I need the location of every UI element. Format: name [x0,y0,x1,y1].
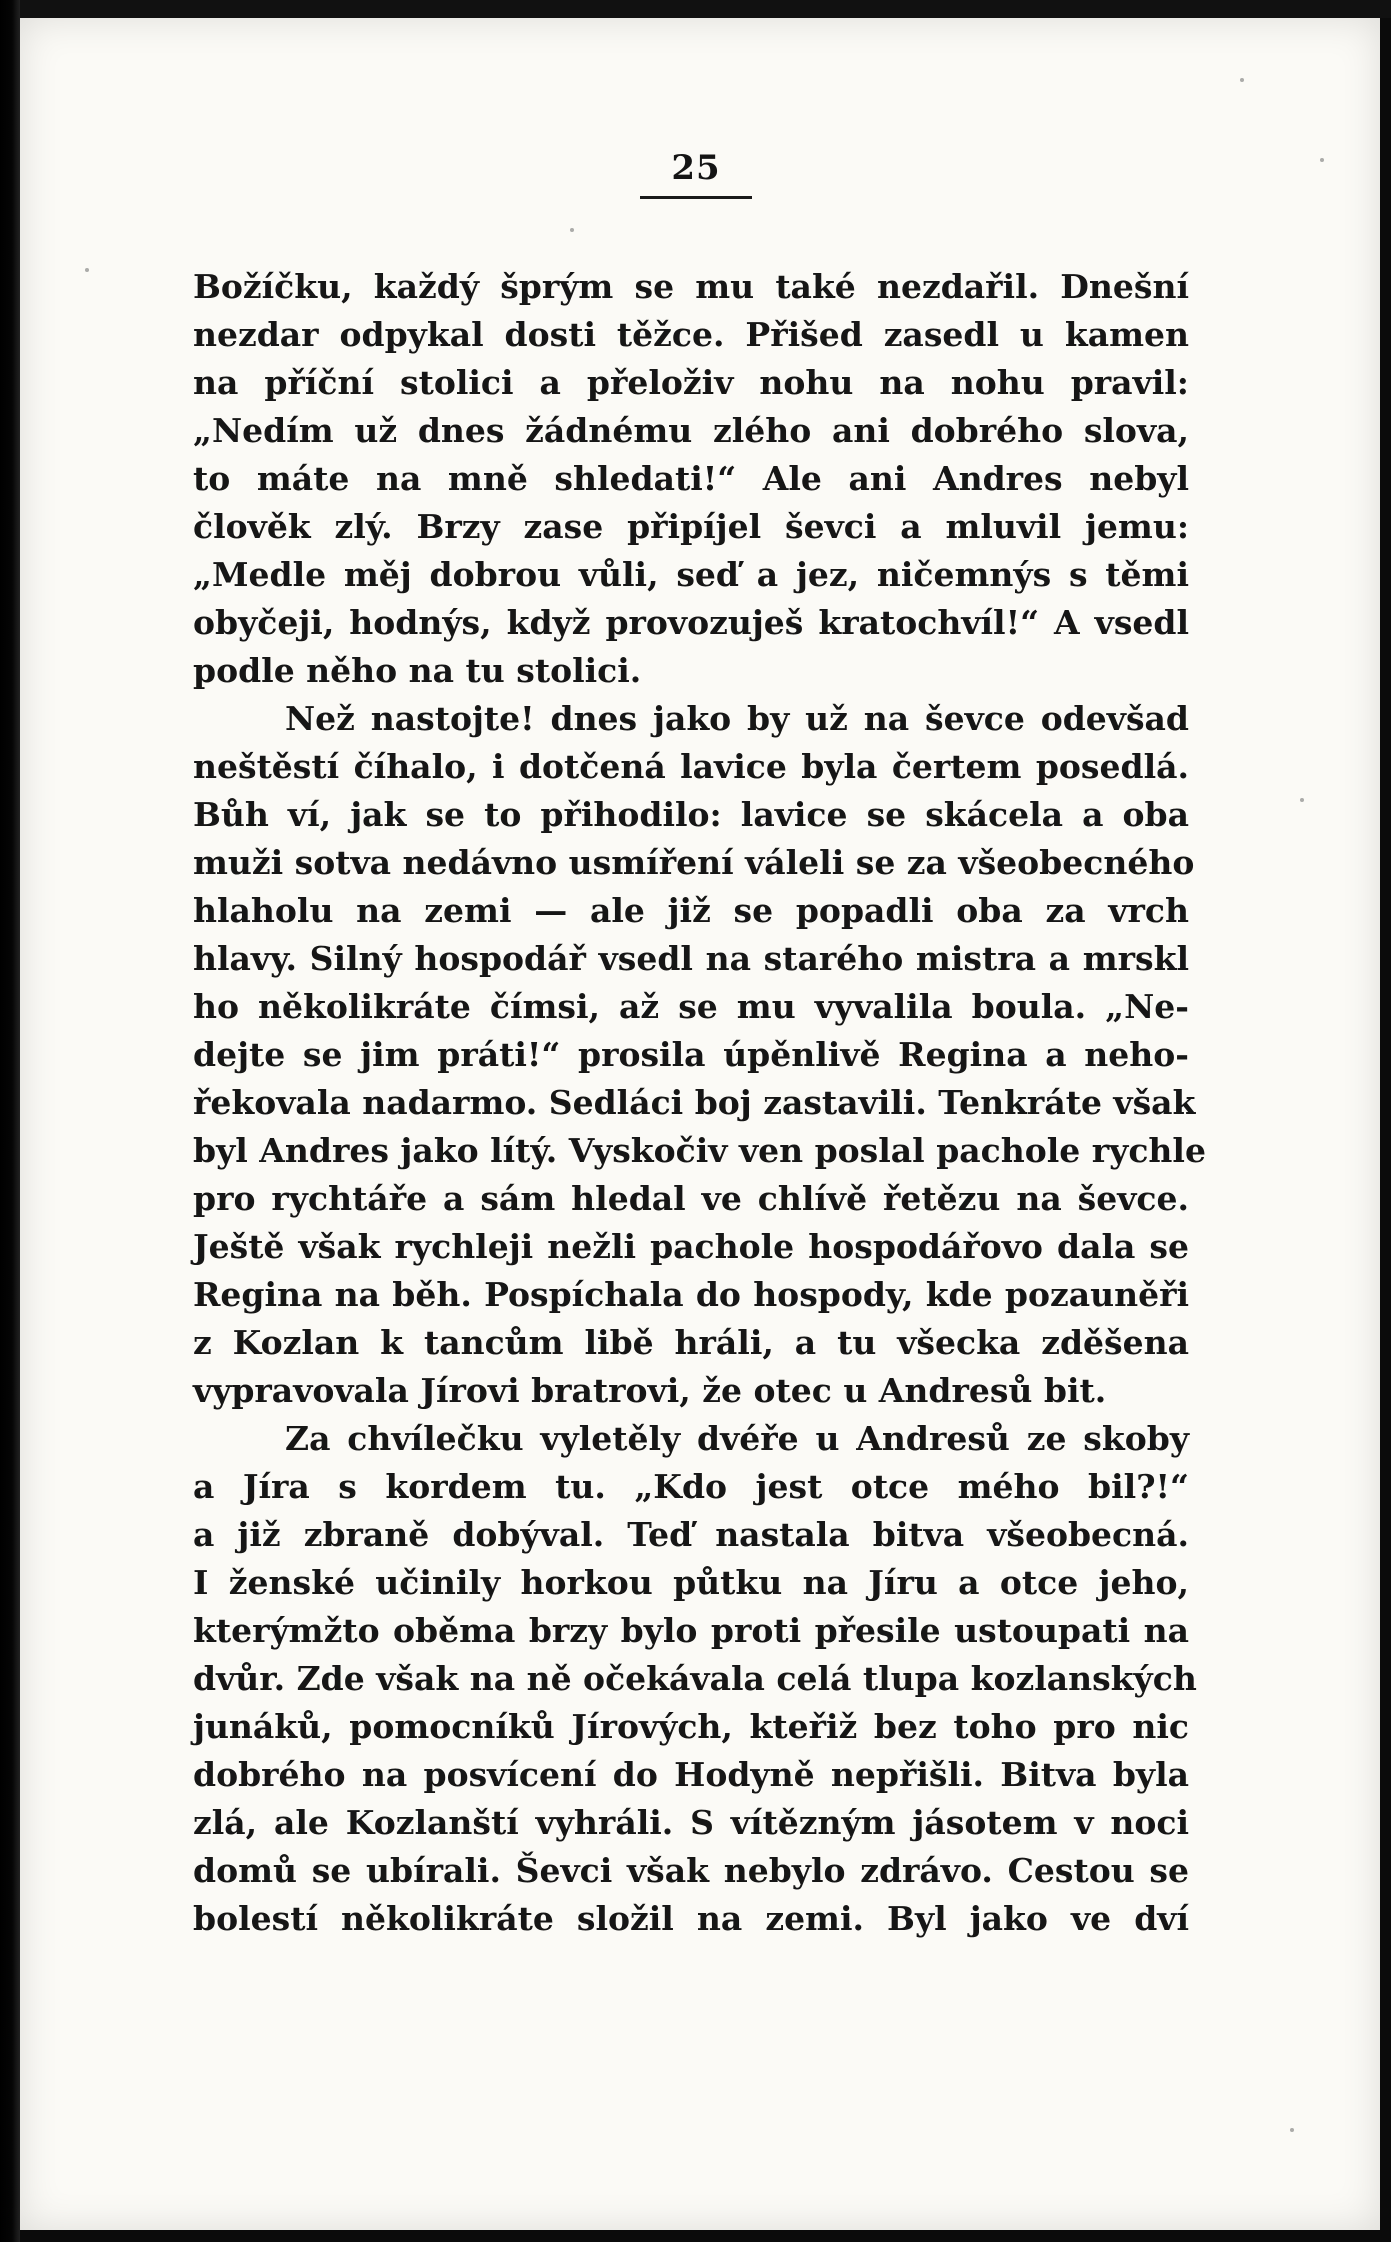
text-line: hlavy. Silný hospodář vsedl na starého mistra a mrskl [193,939,1189,978]
text-line: Bůh ví, jak se to přihodilo: lavice se skácela a oba [193,795,1189,834]
paper-speck [1240,78,1244,82]
book-binding-edge [0,0,20,2242]
text-line: člověk zlý. Brzy zase připíjel ševci a mluvil jemu: [193,507,1189,546]
text-line: neštěstí číhalo, i dotčená lavice byla čertem posedlá. [193,747,1189,786]
paper-speck [1290,2128,1294,2132]
text-line: Ještě však rychleji nežli pachole hospodářovo dala se [193,1227,1189,1266]
text-line: domů se ubírali. Ševci však nebylo zdrávo. Cestou se [193,1851,1189,1890]
page-number: 25 [671,148,721,188]
text-line: muži sotva nedávno usmíření váleli se za všeobecného [193,843,1195,882]
text-line: podle něho na tu stolici. [193,651,642,690]
text-line: dvůr. Zde však na ně očekávala celá tlupa kozlanských [193,1659,1197,1698]
header-rule [640,196,752,199]
paper-speck [1320,158,1324,162]
paper-speck [1300,798,1304,802]
text-line: hlaholu na zemi — ale již se popadli oba za vrch [193,891,1189,930]
text-line: a Jíra s kordem tu. „Kdo jest otce mého bil?!“ [193,1467,1189,1506]
text-line: obyčeji, hodnýs, když provozuješ kratochvíl!“ A vsedl [193,603,1189,642]
text-line: byl Andres jako lítý. Vyskočiv ven poslal pachole rychle [193,1131,1206,1170]
text-line: ho několikráte čímsi, až se mu vyvalila boula. „Ne- [193,987,1189,1026]
text-line: na příční stolici a přeloživ nohu na nohu pravil: [193,363,1189,402]
text-line: bolestí několikráte složil na zemi. Byl jako ve dví [193,1899,1189,1938]
text-line: Božíčku, každý šprým se mu také nezdařil. Dnešní [193,267,1189,306]
text-line: Regina na běh. Pospíchala do hospody, kde pozauněři [193,1275,1189,1314]
text-line: a již zbraně dobýval. Teď nastala bitva všeobecná. [193,1515,1189,1554]
text-line: nezdar odpykal dosti těžce. Přišed zasedl u kamen [193,315,1189,354]
text-line: zlá, ale Kozlanští vyhráli. S vítězným jásotem v noci [193,1803,1189,1842]
text-line: vypravovala Jírovi bratrovi, že otec u Andresů bit. [193,1371,1107,1410]
paper-speck [570,228,574,232]
text-line: z Kozlan k tancům libě hráli, a tu všecka zděšena [193,1323,1189,1362]
text-line: dejte se jim práti!“ prosila úpěnlivě Regina a neho- [193,1035,1189,1074]
text-line: dobrého na posvícení do Hodyně nepřišli. Bitva byla [193,1755,1189,1794]
text-line: „Nedím už dnes žádnému zlého ani dobrého slova, [193,411,1189,450]
text-line: řekovala nadarmo. Sedláci boj zastavili. Tenkráte však [193,1083,1196,1122]
text-line: pro rychtáře a sám hledal ve chlívě řetězu na ševce. [193,1179,1189,1218]
scan-top-edge [20,0,1391,18]
text-line: to máte na mně shledati!“ Ale ani Andres nebyl [193,459,1189,498]
text-line: Než nastojte! dnes jako by už na ševce odevšad [285,699,1189,738]
paper-speck [85,268,89,272]
body-text [193,263,1206,1943]
text-line: kterýmžto oběma brzy bylo proti přesile ustoupati na [193,1611,1189,1650]
text-line: junáků, pomocníků Jírových, kteřiž bez toho pro nic [193,1707,1189,1746]
text-line: I ženské učinily horkou půtku na Jíru a otce jeho, [193,1563,1189,1602]
page-header [640,148,752,199]
text-line: „Medle měj dobrou vůli, seď a jez, ničemnýs s těmi [193,555,1189,594]
text-line: Za chvílečku vyletěly dvéře u Andresů ze skoby [285,1419,1189,1458]
